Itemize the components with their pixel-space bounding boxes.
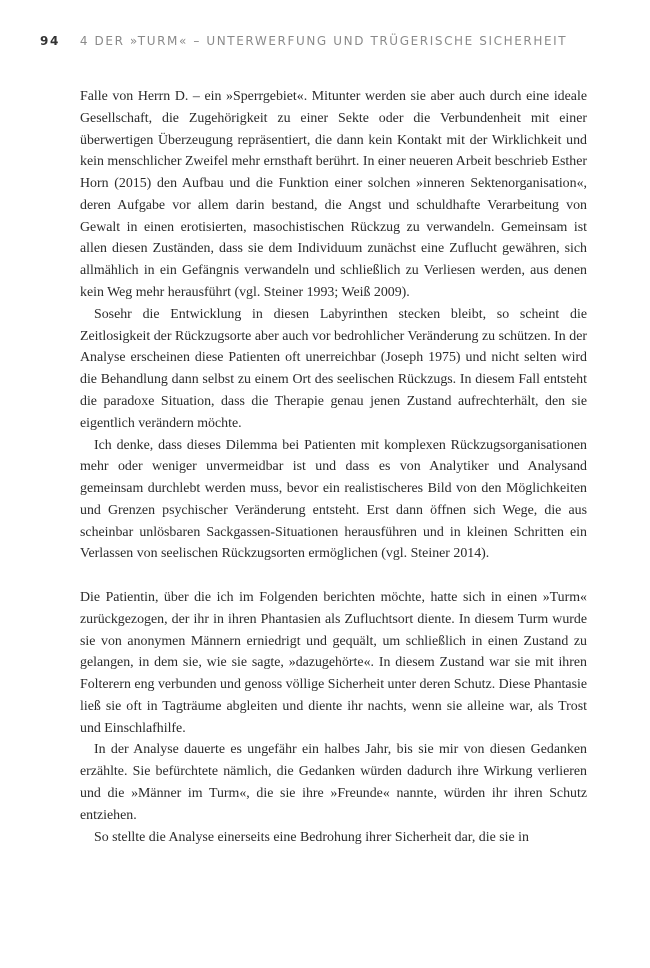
- paragraph-6: So stellte die Analyse einerseits eine Bedrohung ihrer Sicherheit dar, die sie in: [94, 829, 529, 845]
- paragraph-2: Sosehr die Entwicklung in diesen Labyrinthen stecken bleibt, so scheint die Zeitlosigkeit der Rückzugsorte aber auch vor bedrohlicher Veränderung zu schützen. In der Analyse erscheinen diese Patienten oft unerreichbar (Joseph 1975) und nicht selten wird die Behandlung dann selbst zu einem Ort des seelischen Rückzugs. In diesem Fall entsteht die paradoxe Situation, dass die Therapie genau jenen Zustand aufrechterhält, den sie eigentlich verändern möchte.: [80, 306, 587, 431]
- paragraph-1: Falle von Herrn D. – ein »Sperrgebiet«. Mitunter werden sie aber auch durch eine ideale Gesellschaft, die Zugehörigkeit zu einer Sekte oder die Verbundenheit mit einer überwertigen Überzeugung repräsentiert, die dann kein Kontakt mit der Wirklichkeit und kein menschlicher Zweifel mehr ernsthaft berührt. In einer neueren Arbeit beschrieb Esther Horn (2015) den Aufbau und die Funktion einer solchen »inneren Sektenorganisation«, deren Aufgabe vor allem darin bestand, die Angst und schuldhafte Verarbeitung von Gewalt in einen erotisierten, masochistischen Rückzug zu verwandeln. Gemeinsam ist allen diesen Zuständen, dass sie dem Individuum zunächst eine Zuflucht gewähren, sich allmählich in ein Gefängnis verwandeln und schließlich zu Verliesen werden, aus denen kein Weg mehr herausführt (vgl. Steiner 1993; Weiß 2009).: [80, 89, 587, 301]
- paragraph-4: Die Patientin, über die ich im Folgenden berichten möchte, hatte sich in einen »Turm« zurückgezogen, der ihr in ihren Phantasien als Zufluchtsort diente. In diesem Turm wurde sie von anonymen Männern erniedrigt und gequält, um schließlich in einen Zustand zu gelangen, in dem sie, wie sie sagte, »dazugehörte«. In diesem Zustand war sie mit ihren Folterern eng verbunden und genoss völlige Sicherheit unter deren Schutz. Diese Phantasie ließ sie oft in Tagträume abgleiten und diente ihr nachts, wenn sie alleine war, als Trost und Einschlafhilfe.: [80, 589, 587, 736]
- running-head: [40, 34, 567, 48]
- page-number: 94: [40, 34, 60, 48]
- paragraph-3: Ich denke, dass dieses Dilemma bei Patienten mit komplexen Rückzugsorganisationen mehr oder weniger unvermeidbar ist und dass es von Analytiker und Analysand gemeinsam durchlebt werden muss, bevor ein realistischeres Bild von den Möglichkeiten und Grenzen psychischer Veränderung entsteht. Erst dann öffnen sich Wege, die aus scheinbar unlösbaren Sackgassen-Situationen herausführen und in kleinen Schritten ein Verlassen von seelischen Rückzugsorten ermöglichen (vgl. Steiner 2014).: [80, 437, 587, 562]
- running-title: 4 DER »TURM« – UNTERWERFUNG UND TRÜGERISCHE SICHERHEIT: [79, 34, 568, 48]
- paragraph-5: In der Analyse dauerte es ungefähr ein halbes Jahr, bis sie mir von diesen Gedanken erzählte. Sie befürchtete nämlich, die Gedanken würden dadurch ihre Wirkung verlieren und die »Männer im Turm«, die sie ihre »Freunde« nannte, würden ihr ihren Schutz entziehen.: [80, 742, 587, 823]
- body-text: [80, 86, 587, 848]
